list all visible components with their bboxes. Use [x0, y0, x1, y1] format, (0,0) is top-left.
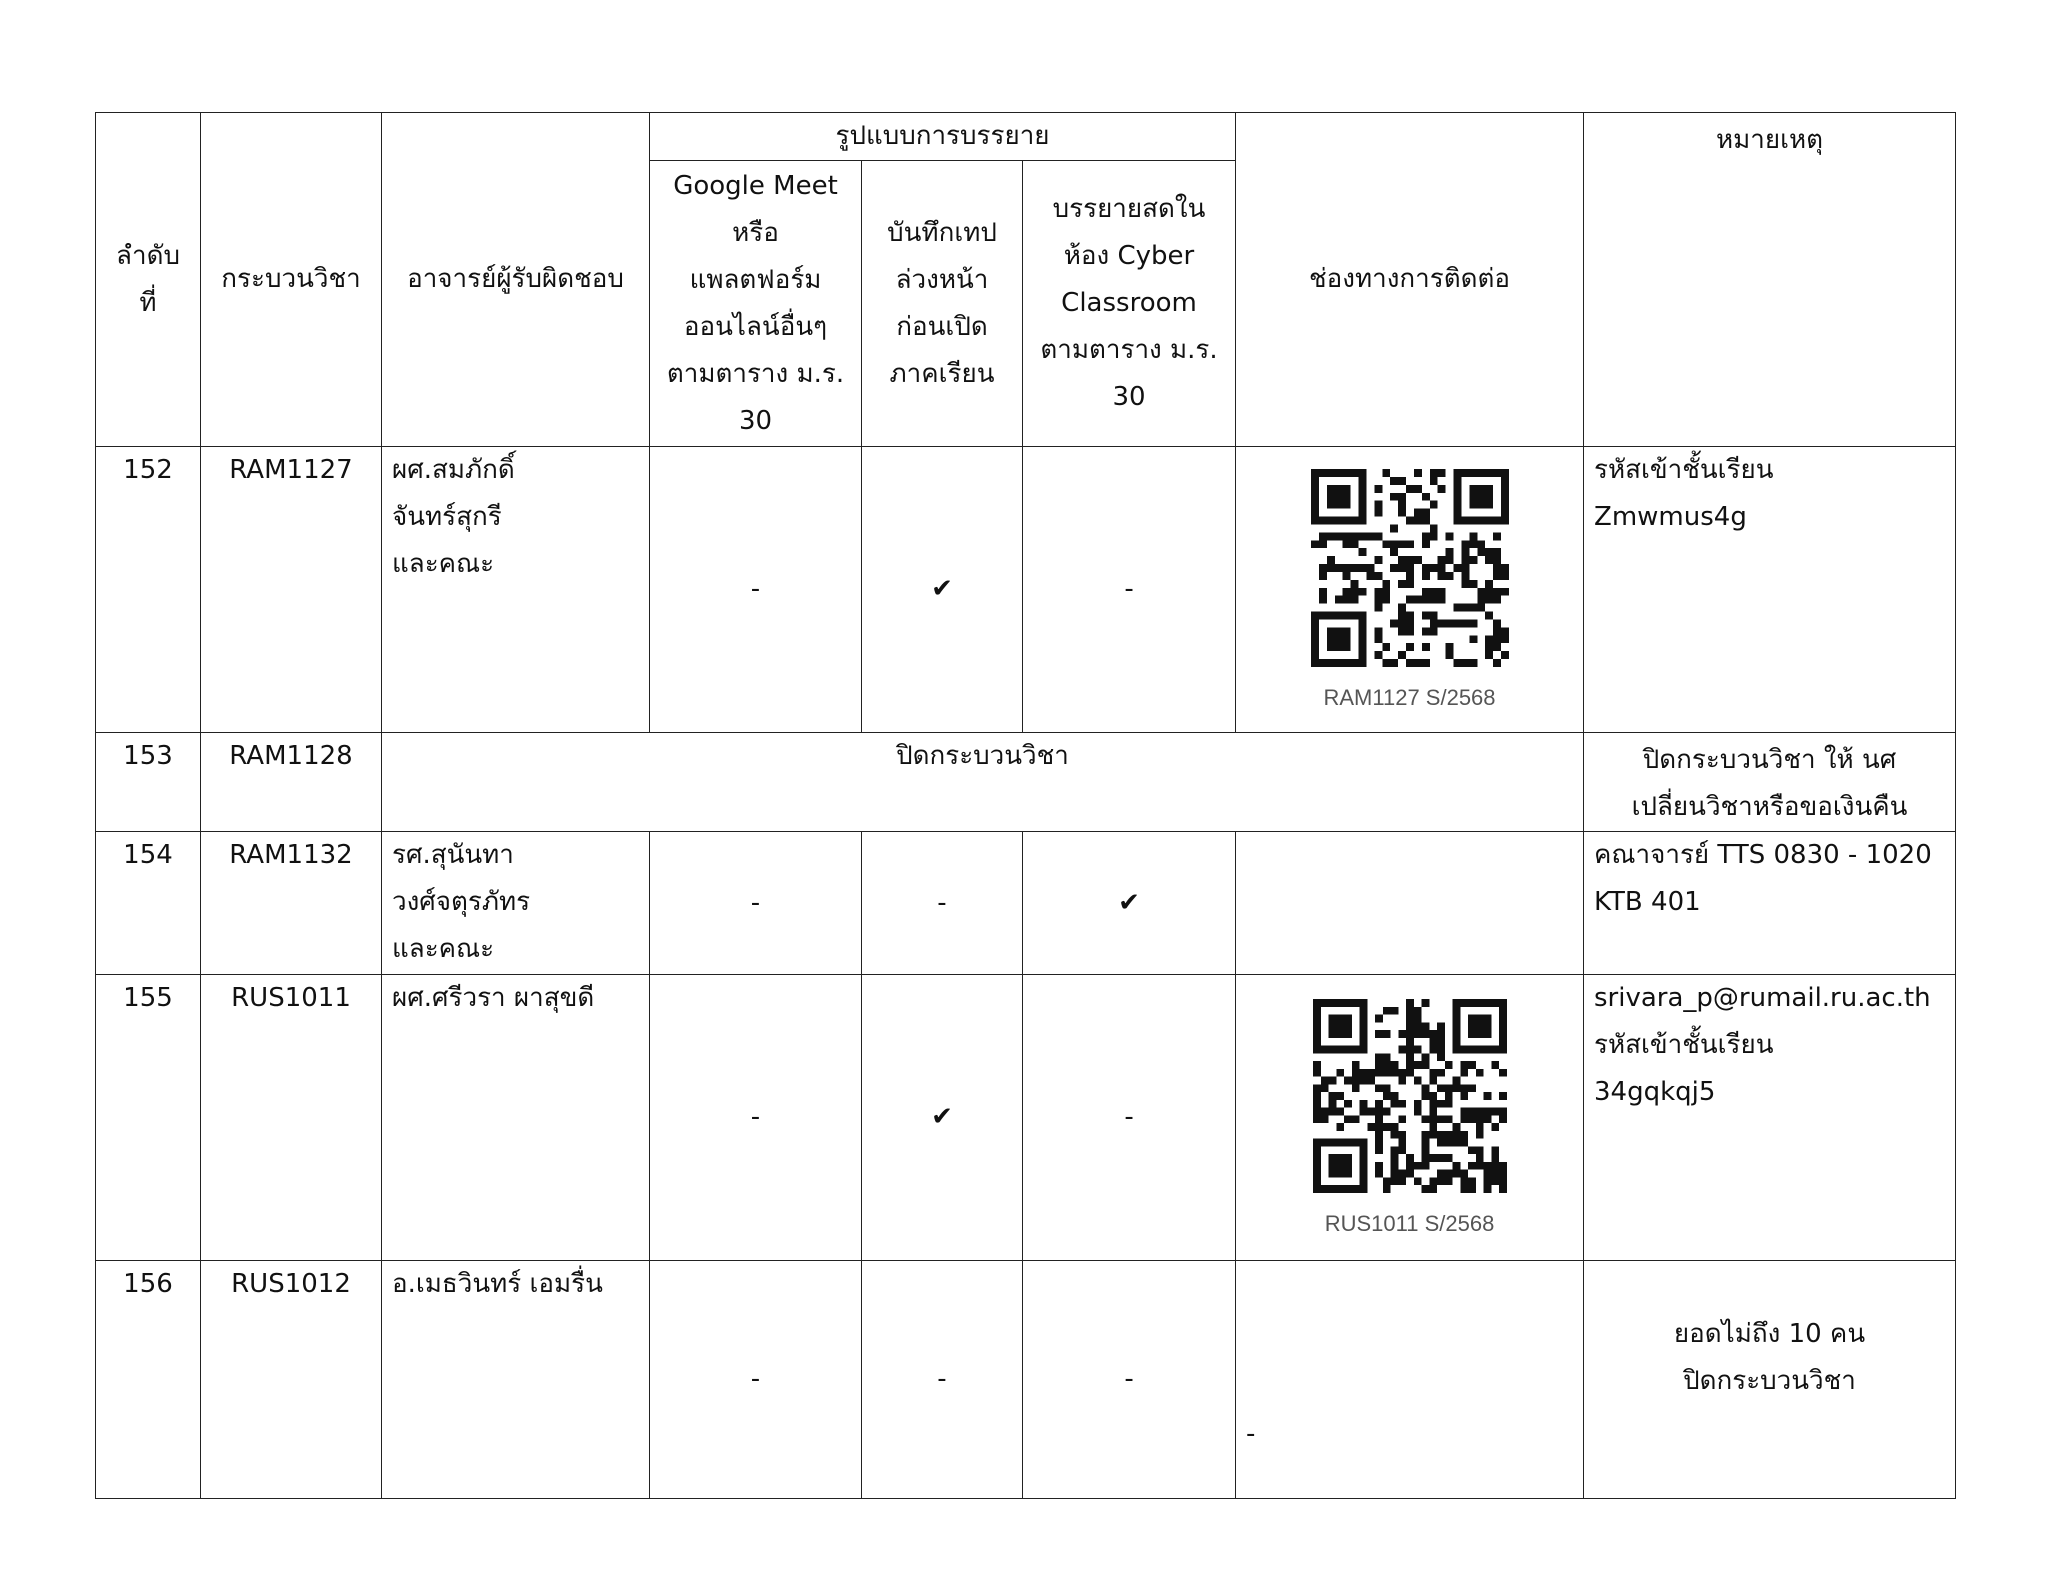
row-course: RAM1128 — [201, 733, 382, 832]
header-course: กระบวนวิชา — [201, 113, 382, 447]
row-recorded: - — [862, 832, 1023, 975]
row-remark: คณาจารย์ TTS 0830 - 1020 KTB 401 — [1584, 832, 1956, 975]
header-recorded: บันทึกเทป ล่วงหน้า ก่อนเปิด ภาคเรียน — [862, 161, 1023, 447]
table-row — [96, 975, 1956, 1261]
row-contact — [1236, 447, 1584, 733]
row-course: RAM1127 — [201, 447, 382, 733]
course-schedule-table — [95, 112, 1956, 1499]
row-live: - — [1023, 447, 1236, 733]
table-row — [96, 447, 1956, 733]
header-contact: ช่องทางการติดต่อ — [1236, 113, 1584, 447]
row-course: RAM1132 — [201, 832, 382, 975]
row-instructor: อ.เมธวินทร์ เอมรื่น — [382, 1261, 650, 1499]
row-no: 154 — [96, 832, 201, 975]
qr-caption: RUS1011 S/2568 — [1324, 1210, 1495, 1236]
row-remark: ยอดไม่ถึง 10 คน ปิดกระบวนวิชา — [1584, 1261, 1956, 1499]
table-row — [96, 832, 1956, 975]
row-contact — [1236, 975, 1584, 1261]
row-instructor: ผศ.ศรีวรา ผาสุขดี — [382, 975, 650, 1261]
row-closed-text: ปิดกระบวนวิชา — [382, 733, 1584, 832]
row-course: RUS1012 — [201, 1261, 382, 1499]
row-recorded: - — [862, 1261, 1023, 1499]
row-live: - — [1023, 975, 1236, 1261]
row-contact — [1236, 832, 1584, 975]
header-online: Google Meet หรือ แพลตฟอร์ม ออนไลน์อื่นๆ ตามตาราง ม.ร. 30 — [650, 161, 862, 447]
check-icon: ✔ — [1023, 832, 1236, 975]
row-instructor: ผศ.สมภักดิ์ จันทร์สุกรี และคณะ — [382, 447, 650, 733]
row-remark: รหัสเข้าชั้นเรียน Zmwmus4g — [1584, 447, 1956, 733]
qr-code-icon — [1305, 469, 1515, 667]
check-icon: ✔ — [862, 975, 1023, 1261]
row-online: - — [650, 447, 862, 733]
row-instructor: รศ.สุนันทา วงศ์จตุรภัทร และคณะ — [382, 832, 650, 975]
row-no: 153 — [96, 733, 201, 832]
row-remark: srivara_p@rumail.ru.ac.th รหัสเข้าชั้นเรียน 34gqkqj5 — [1584, 975, 1956, 1261]
qr-caption: RAM1127 S/2568 — [1323, 684, 1496, 710]
table-row — [96, 1261, 1956, 1499]
header-instructor: อาจารย์ผู้รับผิดชอบ — [382, 113, 650, 447]
qr-code-icon — [1308, 999, 1512, 1193]
header-lecture-format: รูปแบบการบรรยาย — [650, 113, 1236, 161]
row-online: - — [650, 832, 862, 975]
row-online: - — [650, 1261, 862, 1499]
row-no: 156 — [96, 1261, 201, 1499]
row-no: 155 — [96, 975, 201, 1261]
row-no: 152 — [96, 447, 201, 733]
table-row — [96, 733, 1956, 832]
row-remark: ปิดกระบวนวิชา ให้ นศ เปลี่ยนวิชาหรือขอเงินคืน — [1584, 733, 1956, 832]
row-online: - — [650, 975, 862, 1261]
row-course: RUS1011 — [201, 975, 382, 1261]
row-live: - — [1023, 1261, 1236, 1499]
check-icon: ✔ — [862, 447, 1023, 733]
header-live: บรรยายสดใน ห้อง Cyber Classroom ตามตาราง ม.ร. 30 — [1023, 161, 1236, 447]
row-contact: - — [1236, 1261, 1584, 1499]
header-remark: หมายเหตุ — [1584, 113, 1956, 447]
header-no: ลำดับ ที่ — [96, 113, 201, 447]
